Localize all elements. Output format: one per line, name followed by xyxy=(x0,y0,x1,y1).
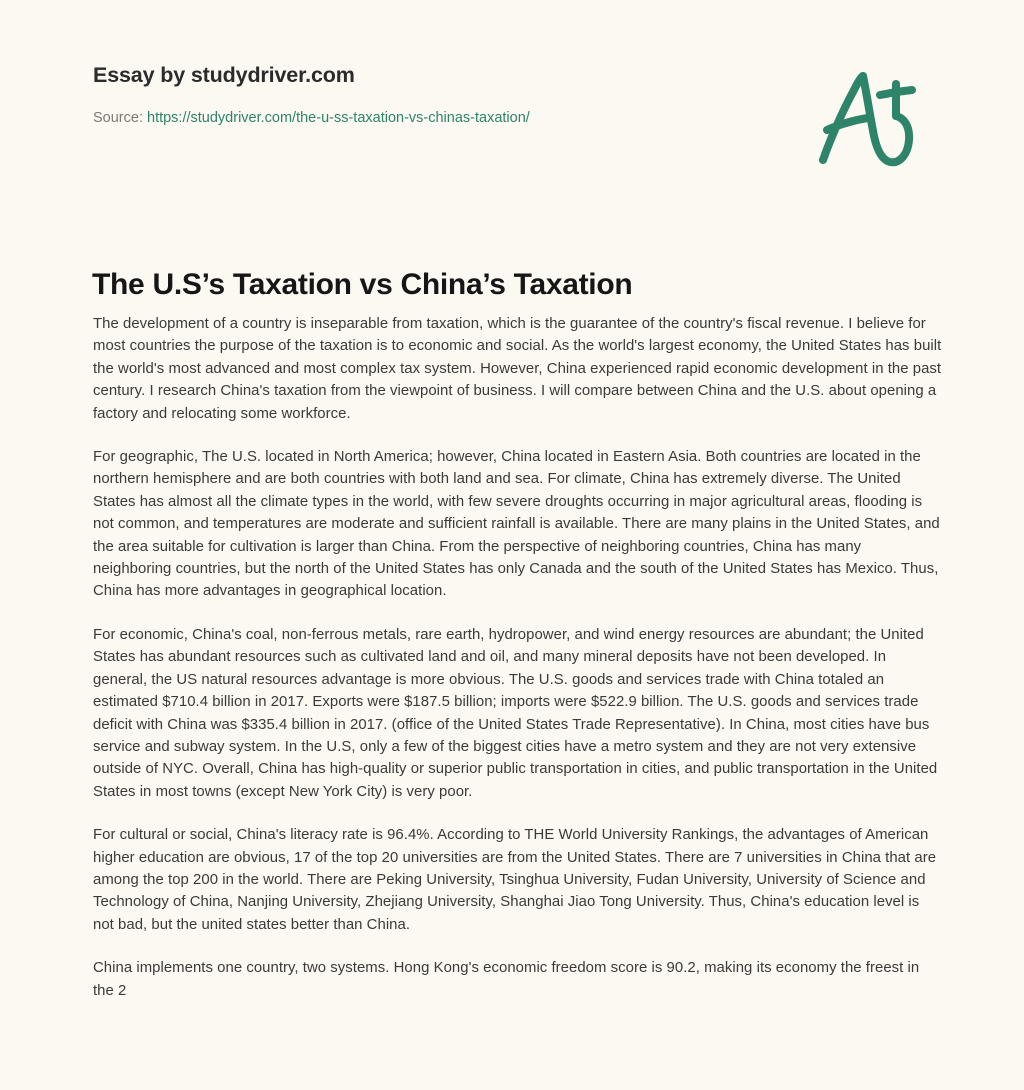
page-header xyxy=(93,62,793,129)
paragraph: For cultural or social, China's literacy rate is 96.4%. According to THE World University Rankings, the advantages of American higher education are obvious, 17 of the top 20 universities are from the United States. There are 7 universities in China that are among the top 200 in the world. There are Peking University, Tsinghua University, Fudan University, University of Science and Technology of China, Nanjing University, Zhejiang University, Shanghai Jiao Tong University. Thus, China's education level is not bad, but the united states better than China. xyxy=(93,827,937,933)
a-plus-logo-icon xyxy=(808,68,928,172)
source-line xyxy=(93,109,793,129)
source-label: Source: xyxy=(93,109,147,126)
source-url-link[interactable]: https://studydriver.com/the-u-ss-taxation-vs-chinas-taxation/ xyxy=(147,109,530,126)
paragraph: The development of a country is inseparable from taxation, which is the guarantee of the country's fiscal revenue. I believe for most countries the purpose of the taxation is to economic and social. As the world's largest economy, the United States has built the world's most advanced and most complex tax system. However, China experienced rapid economic development in the past century. I research China's taxation from the viewpoint of business. I will compare between China and the U.S. about opening a factory and relocating some workforce. xyxy=(93,316,942,422)
paragraph: For geographic, The U.S. located in North America; however, China located in Eastern Asia. Both countries are located in the northern hemisphere and are both countries with both land and sea. For climate, China has extremely diverse. The United States has almost all the climate types in the world, with few severe droughts occurring in major agricultural areas, flooding is not common, and temperatures are moderate and sufficient rainfall is available. There are many plains in the United States, and the area suitable for cultivation is larger than China. From the perspective of neighboring countries, China has many neighboring countries, but the north of the United States has only Canada and the south of the United States has Mexico. Thus, China has more advantages in geographical location. xyxy=(93,449,940,600)
paragraph: For economic, China's coal, non-ferrous metals, rare earth, hydropower, and wind energy resources are abundant; the United States has abundant resources such as cultivated land and oil, and many mineral deposits have not been developed. In general, the US natural resources advantage is more obvious. The U.S. goods and services trade with China totaled an estimated $710.4 billion in 2017. Exports were $187.5 billion; imports were $522.9 billion. The U.S. goods and services trade deficit with China was $335.4 billion in 2017. (office of the United States Trade Representative). In China, most cities have bus service and subway system. In the U.S, only a few of the biggest cities have a metro system and they are not very extensive outside of NYC. Overall, China has high-quality or superior public transportation in cities, and public transportation in the United States in most towns (except New York City) is very poor. xyxy=(93,626,938,800)
page-title: The U.S’s Taxation vs China’s Taxation xyxy=(92,268,633,302)
paragraph: China implements one country, two systems. Hong Kong's economic freedom score is 90.2, making its economy the freest in the 2 xyxy=(93,960,920,999)
a-plus-logo-svg xyxy=(808,68,928,172)
essay-body xyxy=(93,313,942,1002)
brand-title: Essay by studydriver.com xyxy=(93,63,355,87)
